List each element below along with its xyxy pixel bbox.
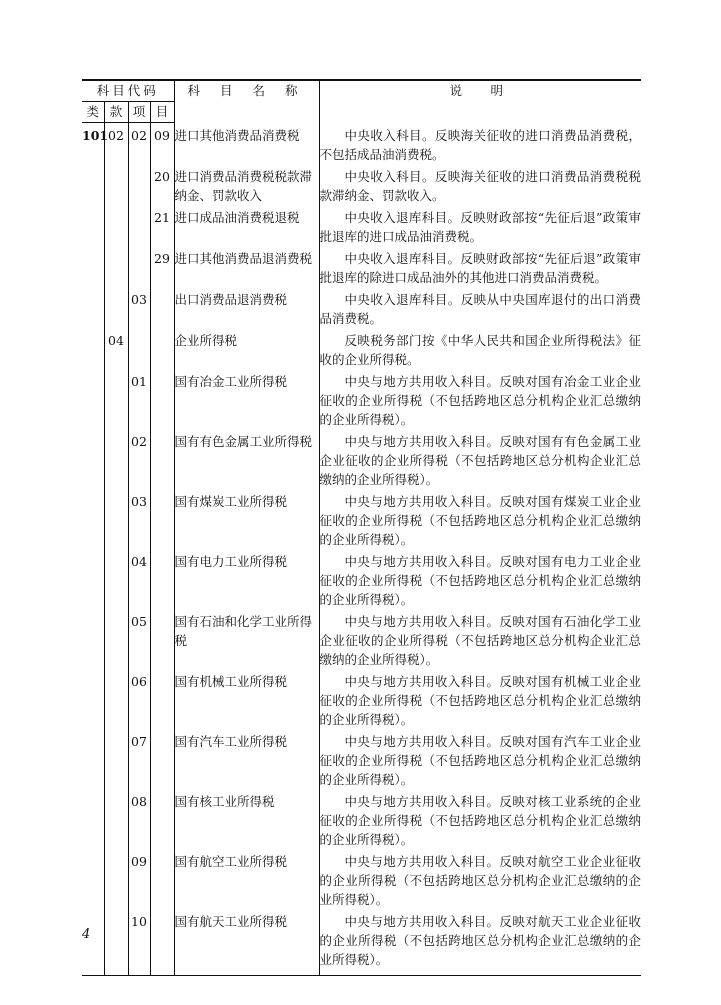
kuan-code (104, 729, 128, 789)
subject-name: 企业所得税 (174, 328, 319, 369)
lei-code: 101 (82, 123, 104, 164)
table-row (82, 849, 641, 909)
kuan-header: 款 (104, 102, 128, 123)
mu-code (150, 669, 174, 729)
table-row (82, 123, 641, 164)
mu-code (150, 489, 174, 549)
subject-description: 中央与地方共用收入科目。反映对国有煤炭工业企业征收的企业所得税（不包括跨地区总分机构企业汇总缴纳的企业所得税）。 (319, 493, 642, 547)
table-row (82, 489, 641, 549)
xiang-code (128, 328, 150, 369)
kuan-code (104, 205, 128, 246)
kuan-code (104, 287, 128, 328)
mu-code: 29 (150, 246, 174, 287)
lei-code (82, 669, 104, 729)
kuan-code (104, 164, 128, 205)
subject-name: 国有航空工业所得税 (174, 849, 319, 909)
subject-description: 中央收入科目。反映海关征收的进口消费品消费税税款滞纳金、罚款收入。 (319, 168, 642, 203)
lei-code (82, 609, 104, 669)
table-row (82, 669, 641, 729)
table-row (82, 328, 641, 369)
lei-code (82, 369, 104, 429)
xiang-code: 04 (128, 549, 150, 609)
lei-code (82, 328, 104, 369)
xiang-code: 03 (128, 287, 150, 328)
mu-code (150, 287, 174, 328)
subject-description: 中央收入退库科目。反映从中央国库退付的出口消费品消费税。 (319, 291, 642, 326)
xiang-code: 10 (128, 909, 150, 969)
subject-name: 国有石油和化学工业所得税 (174, 609, 319, 669)
lei-code (82, 429, 104, 489)
subject-name: 国有煤炭工业所得税 (174, 489, 319, 549)
lei-code (82, 549, 104, 609)
table-row (82, 729, 641, 789)
table-bottom-spacer (82, 969, 641, 976)
subject-name: 出口消费品退消费税 (174, 287, 319, 328)
subject-name: 国有机械工业所得税 (174, 669, 319, 729)
budget-subject-table (82, 79, 641, 976)
subject-description: 中央与地方共用收入科目。反映对航天工业企业征收的企业所得税（不包括跨地区总分机构企业汇总缴纳的企业所得税）。 (319, 913, 642, 967)
kuan-code (104, 246, 128, 287)
lei-code (82, 246, 104, 287)
xiang-code: 05 (128, 609, 150, 669)
lei-code (82, 849, 104, 909)
kuan-code: 02 (104, 123, 128, 164)
subject-description: 中央与地方共用收入科目。反映对国有冶金工业企业征收的企业所得税（不包括跨地区总分机构企业汇总缴纳的企业所得税）。 (319, 373, 642, 427)
lei-code (82, 789, 104, 849)
table-row (82, 429, 641, 489)
mu-code (150, 609, 174, 669)
subject-description: 中央与地方共用收入科目。反映对国有机械工业企业征收的企业所得税（不包括跨地区总分机构企业汇总缴纳的企业所得税）。 (319, 673, 642, 727)
kuan-code (104, 669, 128, 729)
table-row (82, 789, 641, 849)
subject-name: 国有冶金工业所得税 (174, 369, 319, 429)
table-row (82, 369, 641, 429)
table-row (82, 609, 641, 669)
kuan-code (104, 369, 128, 429)
subject-name: 进口其他消费品消费税 (174, 123, 319, 164)
kuan-code (104, 429, 128, 489)
table-row (82, 549, 641, 609)
table-row (82, 246, 641, 287)
subject-name: 国有汽车工业所得税 (174, 729, 319, 789)
subject-description: 中央收入退库科目。反映财政部按“先征后退”政策审批退库的除进口成品油外的其他进口消费品消费税。 (319, 250, 642, 285)
xiang-code (128, 246, 150, 287)
kuan-code (104, 789, 128, 849)
mu-code (150, 328, 174, 369)
subject-name: 进口其他消费品退消费税 (174, 246, 319, 287)
page-number: 4 (82, 927, 91, 942)
subject-code-header: 科目代码 (82, 80, 174, 102)
subject-description: 中央收入退库科目。反映财政部按“先征后退”政策审批退库的进口成品油消费税。 (319, 209, 642, 244)
kuan-code: 04 (104, 328, 128, 369)
mu-code (150, 789, 174, 849)
description-header: 说 明 (319, 80, 641, 123)
xiang-code: 06 (128, 669, 150, 729)
xiang-code: 03 (128, 489, 150, 549)
subject-description: 中央与地方共用收入科目。反映对国有电力工业企业征收的企业所得税（不包括跨地区总分机构企业汇总缴纳的企业所得税）。 (319, 553, 642, 607)
table-body (82, 123, 641, 976)
mu-code (150, 429, 174, 489)
mu-code (150, 909, 174, 969)
xiang-code (128, 205, 150, 246)
xiang-code: 07 (128, 729, 150, 789)
xiang-code: 02 (128, 429, 150, 489)
xiang-header: 项 (128, 102, 150, 123)
subject-name: 国有电力工业所得税 (174, 549, 319, 609)
kuan-code (104, 849, 128, 909)
table-row (82, 287, 641, 328)
mu-code: 21 (150, 205, 174, 246)
subject-name: 进口成品油消费税退税 (174, 205, 319, 246)
lei-code (82, 164, 104, 205)
xiang-code: 02 (128, 123, 150, 164)
mu-code: 09 (150, 123, 174, 164)
subject-name: 国有有色金属工业所得税 (174, 429, 319, 489)
mu-code (150, 729, 174, 789)
subject-description: 反映税务部门按《中华人民共和国企业所得税法》征收的企业所得税。 (319, 332, 642, 367)
subject-description: 中央与地方共用收入科目。反映对核工业系统的企业征收的企业所得税（不包括跨地区总分机构企业汇总缴纳的企业所得税）。 (319, 793, 642, 847)
lei-code (82, 205, 104, 246)
kuan-code (104, 549, 128, 609)
mu-code (150, 849, 174, 909)
xiang-code: 08 (128, 789, 150, 849)
table-row (82, 164, 641, 205)
lei-code (82, 287, 104, 328)
subject-name: 进口消费品消费税税款滞纳金、罚款收入 (174, 164, 319, 205)
xiang-code (128, 164, 150, 205)
kuan-code (104, 609, 128, 669)
mu-code (150, 369, 174, 429)
table-row (82, 205, 641, 246)
subject-name: 国有航天工业所得税 (174, 909, 319, 969)
subject-description: 中央与地方共用收入科目。反映对航空工业企业征收的企业所得税（不包括跨地区总分机构企业汇总缴纳的企业所得税）。 (319, 853, 642, 907)
subject-description: 中央与地方共用收入科目。反映对国有汽车工业企业征收的企业所得税（不包括跨地区总分机构企业汇总缴纳的企业所得税）。 (319, 733, 642, 787)
xiang-code: 09 (128, 849, 150, 909)
lei-header: 类 (82, 102, 104, 123)
subject-name-header: 科 目 名 称 (174, 80, 319, 123)
subject-description: 中央收入科目。反映海关征收的进口消费品消费税，不包括成品油消费税。 (319, 127, 642, 162)
kuan-code (104, 909, 128, 969)
subject-name: 国有核工业所得税 (174, 789, 319, 849)
mu-code: 20 (150, 164, 174, 205)
table-header (82, 80, 641, 123)
lei-code (82, 729, 104, 789)
kuan-code (104, 489, 128, 549)
mu-header: 目 (150, 102, 174, 123)
mu-code (150, 549, 174, 609)
lei-code (82, 489, 104, 549)
table-row (82, 909, 641, 969)
subject-description: 中央与地方共用收入科目。反映对国有有色金属工业企业征收的企业所得税（不包括跨地区总分机构企业汇总缴纳的企业所得税）。 (319, 433, 642, 487)
subject-description: 中央与地方共用收入科目。反映对国有石油化学工业企业征收的企业所得税（不包括跨地区总分机构企业汇总缴纳的企业所得税）。 (319, 613, 642, 667)
xiang-code: 01 (128, 369, 150, 429)
